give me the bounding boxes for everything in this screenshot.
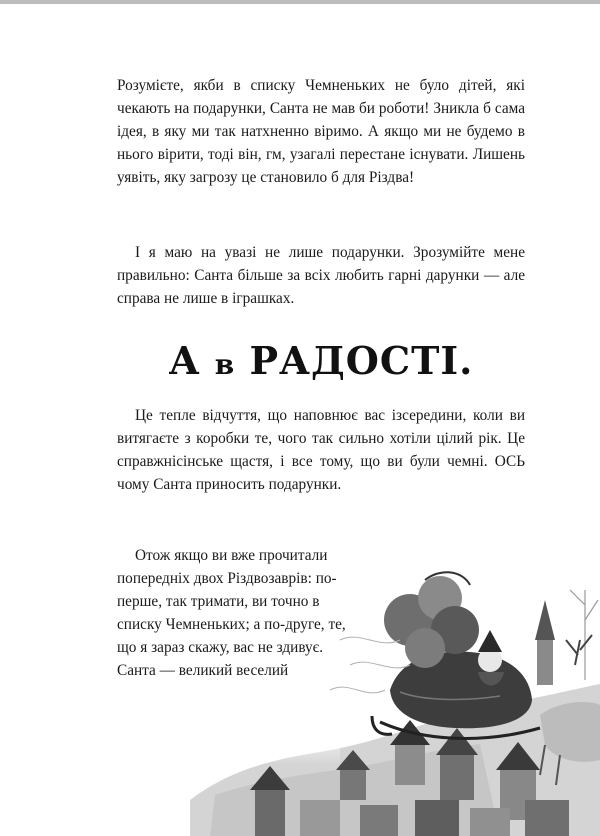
paragraph-4: Отож якщо ви вже прочитали попередніх двох Різдвозаврів: по-перше, так тримати, ви точно в списку Чемненьких; а по-друге, те, що я зараз скажу, вас не здивує. Санта — великий веселий xyxy=(117,547,346,679)
paragraph-1: Розумієте, якби в списку Чемненьких не було дітей, які чекають на подарунки, Санта не мав би роботи! Зникла б сама ідея, в яку ми так натхненно віримо. А якщо ми не будемо в нього вірити, тоді він, гм, узагалі перестане існувати. Лишень уявіть, яку загрозу це становило б для Різдва! xyxy=(117,77,525,186)
display-heading xyxy=(117,338,525,383)
heading-letter-a: А xyxy=(168,338,201,383)
paragraph-2: І я маю на увазі не лише подарунки. Зрозумійте мене правильно: Санта більше за всіх любить гарні дарунки — але справа не лише в іграшках. xyxy=(117,244,525,307)
paragraph-3: Це тепле відчуття, що наповнює вас ізсередини, коли ви витягаєте з коробки те, чого так сильно хотіли цілий рік. Це справжнісінське щастя, і все тому, що ви були чемні. ОСЬ чому Санта приносить подарунки. xyxy=(117,407,525,493)
heading-word: РАДОСТІ. xyxy=(249,338,474,383)
heading-preposition: в xyxy=(214,348,236,381)
